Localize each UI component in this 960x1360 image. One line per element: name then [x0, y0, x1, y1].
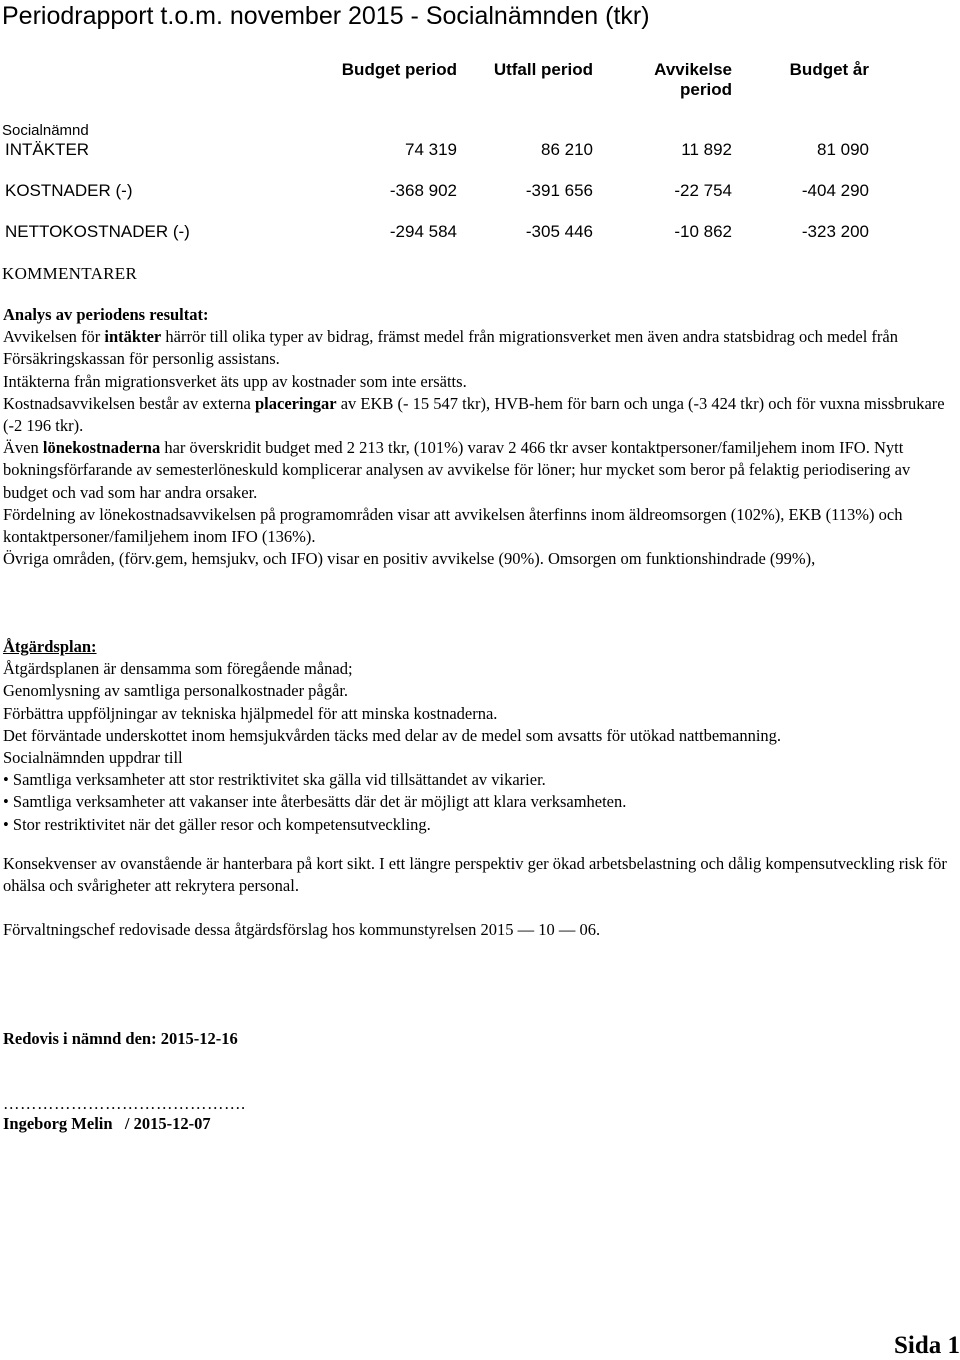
action-plan-section	[3, 636, 948, 836]
comment-paragraph	[3, 437, 948, 504]
action-bullet: • Stor restriktivitet när det gäller resor och kompetensutveckling.	[3, 814, 948, 836]
header-avvikelse-period	[654, 60, 732, 100]
cell-utfall-period: -391 656	[525, 181, 593, 200]
cell-avvikelse: -10 862	[674, 222, 732, 241]
reported-date: Redovis i nämnd den: 2015-12-16	[3, 1029, 238, 1048]
row-label-kostnader: KOSTNADER (-)	[5, 181, 133, 200]
cell-budget-ar: 81 090	[817, 140, 869, 159]
comments-section	[3, 304, 948, 570]
comment-paragraph: Övriga områden, (förv.gem, hemsjukv, och IFO) visar en positiv avvikelse (90%). Omsorgen om funktionshindrade (99%),	[3, 549, 816, 569]
comment-emphasis: intäkter	[104, 327, 162, 347]
page-title: Periodrapport t.o.m. november 2015 - Socialnämnden (tkr)	[2, 2, 650, 30]
header-avvikelse-line2: period	[680, 80, 732, 99]
comment-text: härrör till olika typer av bidrag, främst medel från migrationsverket men även andra statsbidrag och medel från Försäkringskassan för personlig assistans.	[3, 327, 898, 369]
comment-text: Kostnadsavvikelsen består av externa	[3, 393, 255, 413]
comment-paragraph: Fördelning av lönekostnadsavvikelsen på programområden visar att avvikelsen återfinns inom äldreomsorgen (102%), EKB (113%) och kontaktpersoner/familjehem inom IFO (136%).	[3, 504, 903, 547]
cell-budget-ar: -404 290	[801, 181, 869, 200]
cell-budget-period: 74 319	[405, 140, 457, 159]
header-utfall-period: Utfall period	[493, 60, 593, 79]
analysis-heading: Analys av periodens resultat:	[3, 305, 209, 324]
comment-text: av EKB (- 15 547 tkr), HVB-hem för barn och unga (-3 424 tkr) och för vuxna missbrukare (-2 196 tkr).	[3, 393, 945, 436]
comment-text: Avvikelsen för	[3, 327, 105, 347]
action-bullet: • Samtliga verksamheter att stor restriktivitet ska gälla vid tillsättandet av vikarier.	[3, 769, 948, 791]
comment-text: Även	[3, 438, 43, 458]
comment-emphasis: lönekostnaderna	[42, 438, 161, 458]
action-plan-heading: Åtgärdsplan:	[3, 637, 97, 656]
signature: Ingeborg Melin / 2015-12-07	[3, 1114, 211, 1133]
comment-paragraph	[3, 326, 948, 370]
action-line: Genomlysning av samtliga personalkostnader pågår.	[3, 681, 349, 701]
action-bullet: • Samtliga verksamheter att vakanser inte återbesätts där det är möjligt att klara verksamheten.	[3, 791, 948, 813]
comments-heading: KOMMENTARER	[2, 264, 138, 283]
chief-note: Förvaltningschef redovisade dessa åtgärdsförslag hos kommunstyrelsen 2015 — 10 — 06.	[3, 920, 601, 939]
comment-text: har överskridit budget med 2 213 tkr, (101%) varav 2 466 tkr avser kontaktpersoner/familjehem inom IFO. Nytt bokningsförfarande av semesterlöneskuld komplicerar analysen av avvikelse för löner; hur mycket som beror på felaktig periodisering av budget och vad som har andra orsaker.	[3, 438, 911, 502]
page-number: Sida 1	[893, 1332, 960, 1359]
cell-utfall-period: -305 446	[525, 222, 593, 241]
signature-line: …………………………………….	[3, 1094, 246, 1113]
cell-utfall-period: 86 210	[541, 140, 593, 159]
cell-budget-period: -368 902	[389, 181, 457, 200]
cell-budget-period: -294 584	[389, 222, 457, 241]
action-line: Åtgärdsplanen är densamma som föregående månad;	[3, 659, 353, 679]
header-budget-ar: Budget år	[789, 60, 869, 79]
action-line: Det förväntade underskottet inom hemsjukvården täcks med delar av de medel som avsatts för utökad nattbemanning.	[3, 725, 782, 745]
comment-paragraph	[3, 393, 948, 437]
header-avvikelse-line1: Avvikelse	[654, 60, 732, 79]
section-label: Socialnämnd	[2, 122, 89, 139]
cell-avvikelse: 11 892	[681, 140, 732, 159]
cell-avvikelse: -22 754	[674, 181, 732, 200]
row-label-nettokostnader: NETTOKOSTNADER (-)	[5, 222, 190, 241]
action-line: Socialnämnden uppdrar till	[3, 748, 183, 768]
cell-budget-ar: -323 200	[801, 222, 869, 241]
row-label-intakter: INTÄKTER	[5, 140, 90, 159]
comment-emphasis: placeringar	[255, 393, 337, 413]
header-budget-period: Budget period	[341, 60, 457, 79]
comment-paragraph: Intäkterna från migrationsverket äts upp av kostnader som inte ersätts.	[3, 371, 467, 391]
action-line: Förbättra uppföljningar av tekniska hjälpmedel för att minska kostnaderna.	[3, 703, 498, 723]
consequences-paragraph: Konsekvenser av ovanstående är hanterbara på kort sikt. I ett längre perspektiv ger ökad arbetsbelastning och dålig kompensutveckling risk för ohälsa och svårigheter att rekrytera personal.	[3, 854, 947, 896]
